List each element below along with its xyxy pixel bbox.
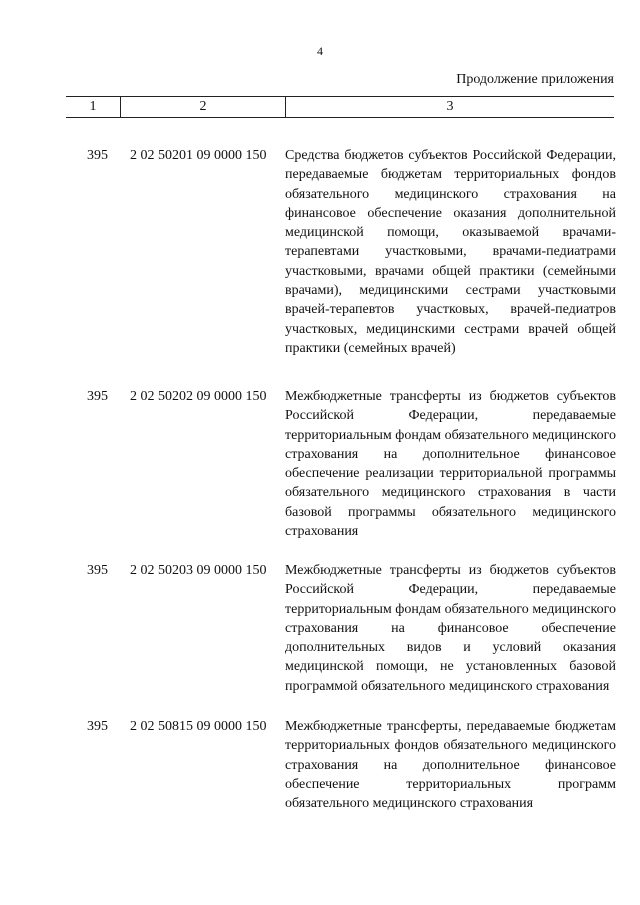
- row-description: Межбюджетные трансферты из бюджетов субъектов Российской Федерации, передаваемые территориальным фондам обязательного медицинского страхования на финансовое обеспечение дополнительных видов и условий оказания медицинской помощи, не установленных базовой программой обязательного медицинского страхования: [285, 563, 616, 694]
- admin-code: 395: [87, 148, 108, 163]
- admin-code: 395: [87, 563, 108, 578]
- admin-code: 395: [87, 389, 108, 404]
- budget-code: 2 02 50815 09 0000 150: [130, 719, 267, 734]
- row-description: Средства бюджетов субъектов Российской Федерации, передаваемые бюджетам территориальных фондов обязательного медицинского страхования на финансовое обеспечение оказания дополнительной медицинской помощи, оказываемой врачами-терапевтами участковыми, врачами-педиатрами участковыми, врачами общей практики (семейными врачами), медицинскими сестрами участковыми врачей-терапевтов участковых, врачей-педиатров участковых, медицинскими сестрами врачей общей практики (семейных врачей): [285, 148, 616, 356]
- table-header: [66, 96, 614, 118]
- row-description: Межбюджетные трансферты из бюджетов субъектов Российской Федерации, передаваемые территориальным фондам обязательного медицинского страхования на дополнительное финансовое обеспечение реализации территориальной программы обязательного медицинского страхования в части базовой программы обязательного медицинского страхования: [285, 389, 616, 540]
- admin-code: 395: [87, 719, 108, 734]
- row-description: Межбюджетные трансферты, передаваемые бюджетам территориальных фондов обязательного медицинского страхования на дополнительное финансовое обеспечение территориальных программ обязательного медицинского страхования: [285, 719, 616, 812]
- budget-code: 2 02 50202 09 0000 150: [130, 389, 267, 404]
- budget-code: 2 02 50201 09 0000 150: [130, 148, 267, 163]
- header-col-2: 2: [121, 97, 286, 117]
- header-col-3: 3: [446, 99, 454, 114]
- budget-code: 2 02 50203 09 0000 150: [130, 563, 267, 578]
- continuation-label: Продолжение приложения: [456, 72, 614, 87]
- header-col-1: 1: [66, 97, 121, 117]
- page-number: 4: [317, 44, 323, 58]
